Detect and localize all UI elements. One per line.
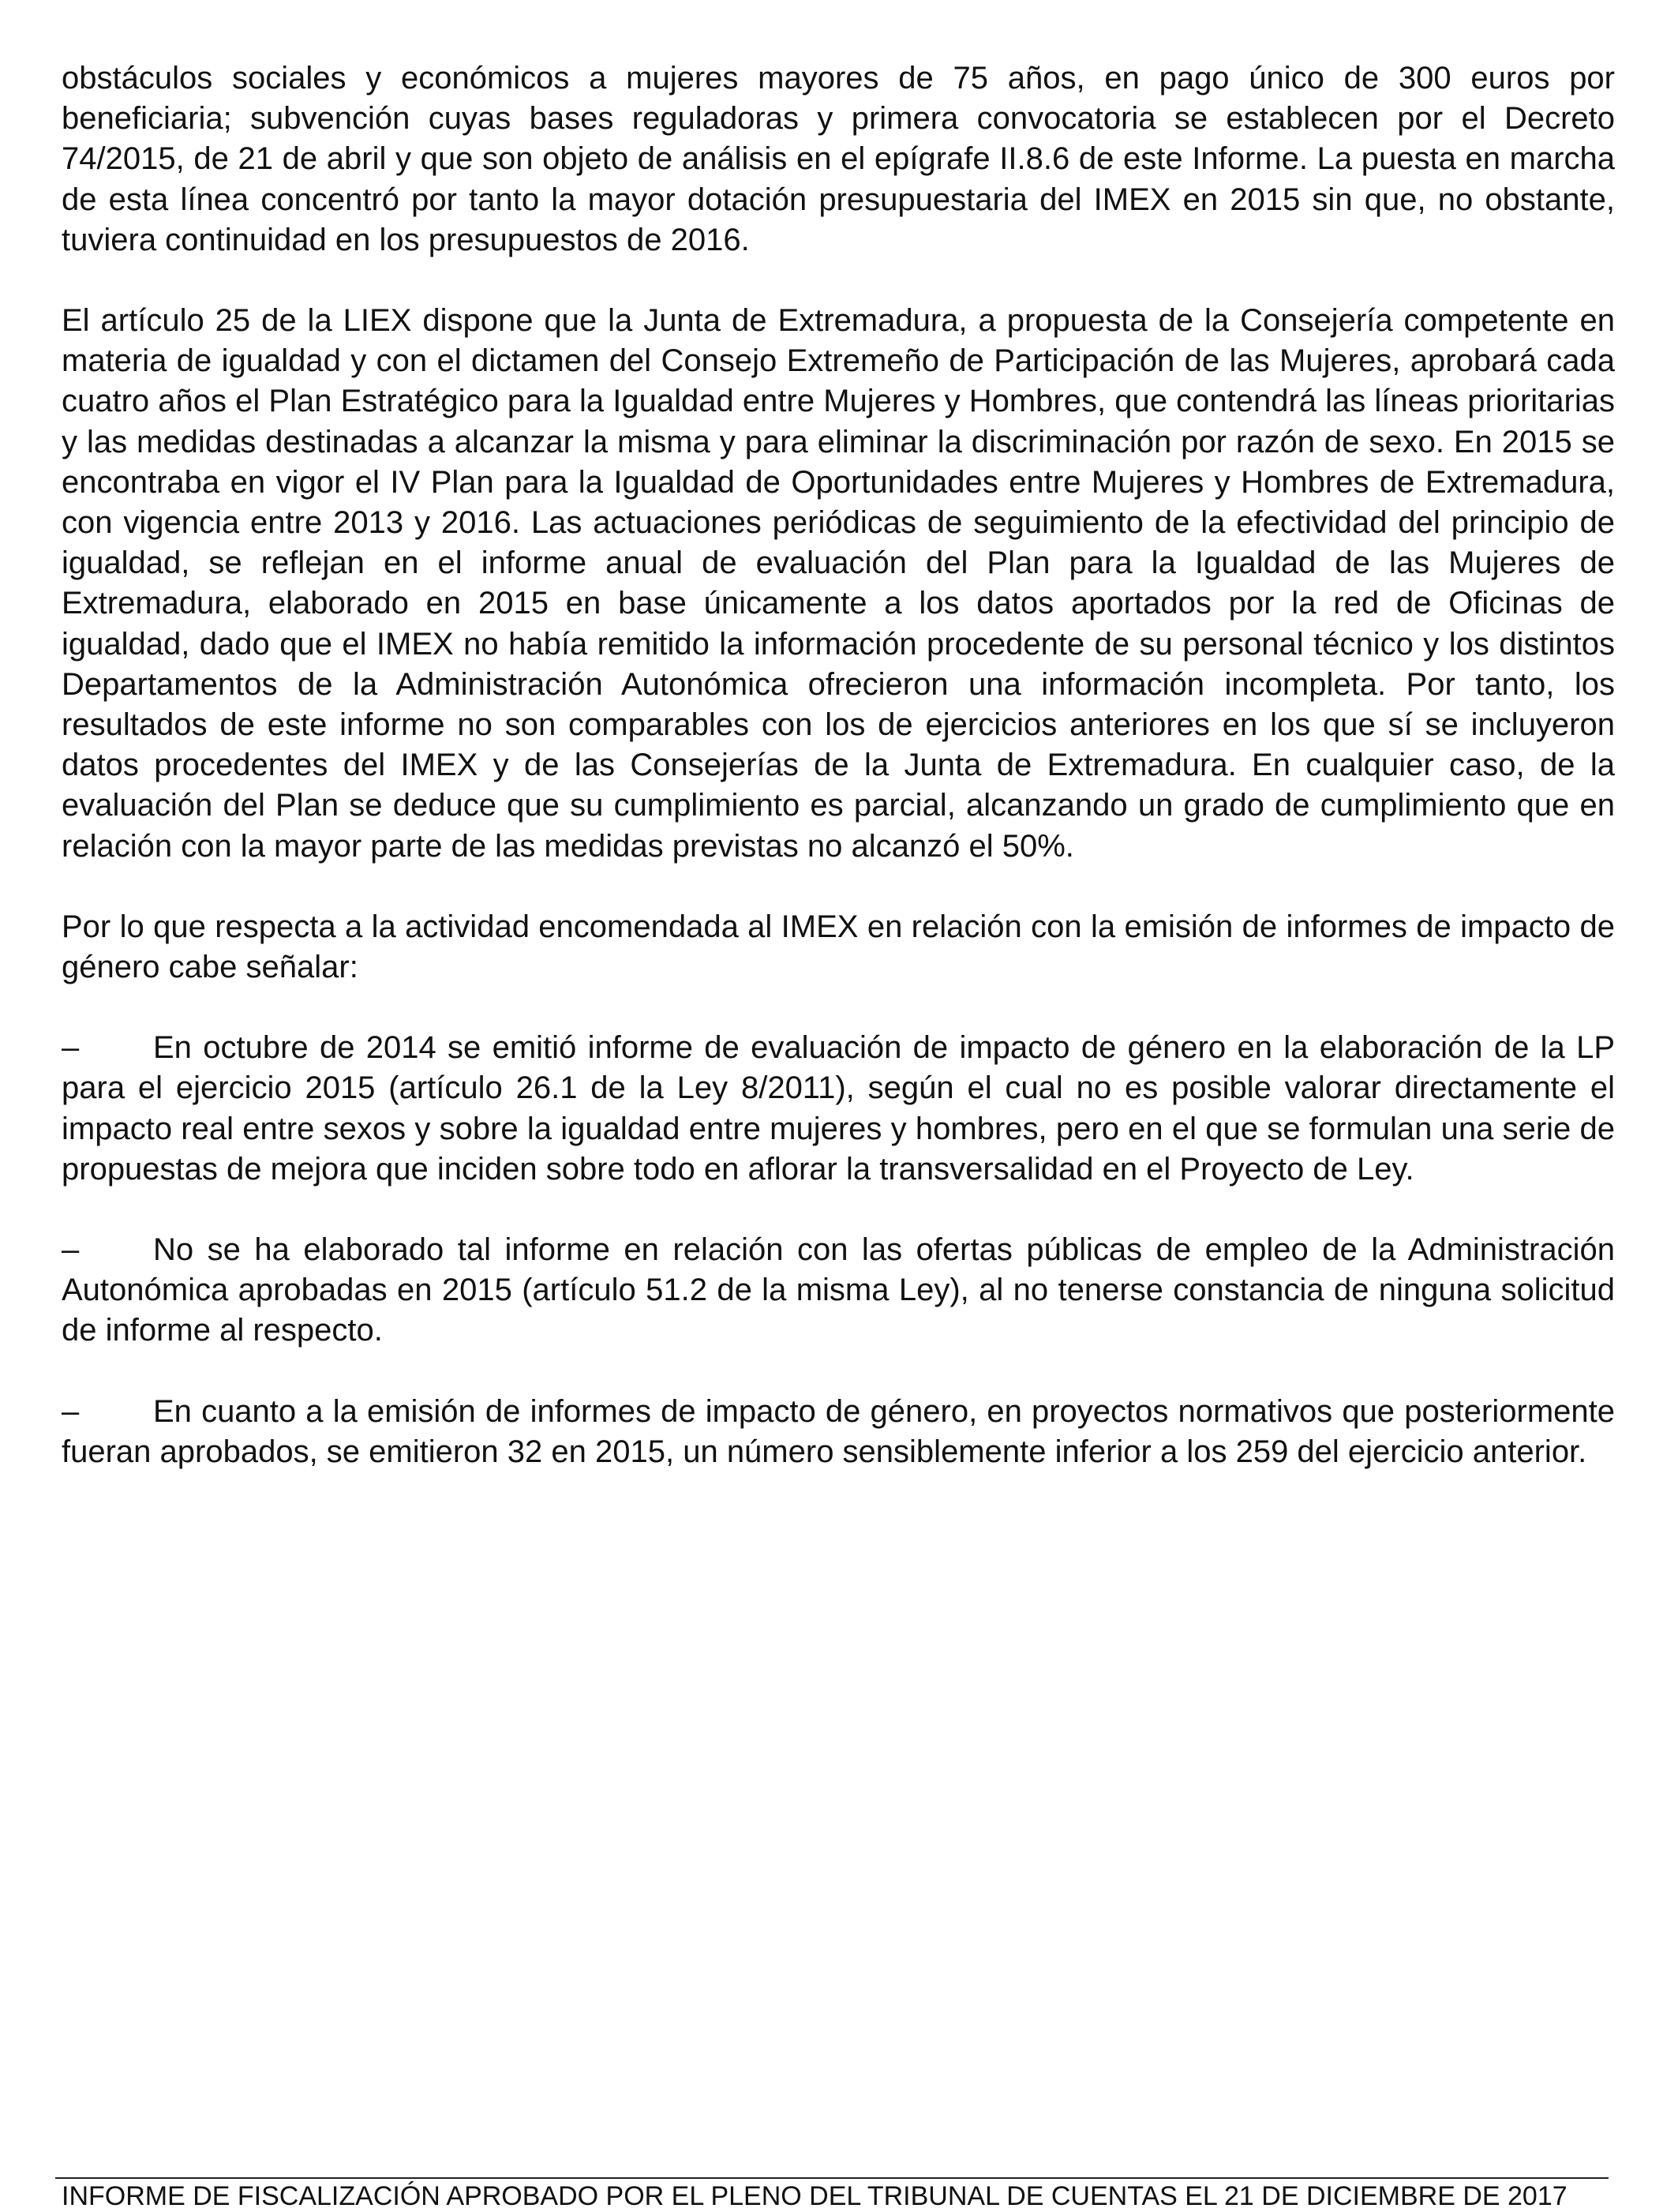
dash-marker: – xyxy=(62,1232,80,1268)
document-page xyxy=(62,58,1615,1513)
dash-marker: – xyxy=(62,1393,80,1429)
footer-divider xyxy=(55,2177,1609,2179)
footer-text: INFORME DE FISCALIZACIÓN APROBADO POR EL PLENO DEL TRIBUNAL DE CUENTAS EL 21 DE DICIEMBRE DE 2017 xyxy=(62,2181,1568,2211)
bullet-item-2 xyxy=(62,1230,1615,1352)
bullet-text: En cuanto a la emisión de informes de impacto de género, en proyectos normativos que posteriormente fueran aprobados, se emitieron 32 en 2015, un número sensiblemente inferior a los 259 del ejercicio anterior. xyxy=(62,1393,1615,1469)
bullet-text: En octubre de 2014 se emitió informe de evaluación de impacto de género en la elaboración de la LP para el ejercicio 2015 (artículo 26.1 de la Ley 8/2011), según el cual no es posible valorar directamente el impacto real entre sexos y sobre la igualdad entre mujeres y hombres, pero en el que se formulan una serie de propuestas de mejora que inciden sobre todo en aflorar la transversalidad en el Proyecto de Ley. xyxy=(62,1030,1615,1187)
paragraph-subvencion: obstáculos sociales y económicos a mujeres mayores de 75 años, en pago único de 300 euros por beneficiaria; subvención cuyas bases reguladoras y primera convocatoria se establecen por el Decreto 74/2015, de 21 de abril y que son objeto de análisis en el epígrafe II.8.6 de este Informe. La puesta en marcha de esta línea concentró por tanto la mayor dotación presupuestaria del IMEX en 2015 sin que, no obstante, tuviera continuidad en los presupuestos de 2016. xyxy=(62,61,1615,257)
bullet-item-1 xyxy=(62,1028,1615,1190)
paragraph-plan-estrategico: El artículo 25 de la LIEX dispone que la Junta de Extremadura, a propuesta de la Consejería competente en materia de igualdad y con el dictamen del Consejo Extremeño de Participación de las Mujeres, aprobará cada cuatro años el Plan Estratégico para la Igualdad entre Mujeres y Hombres, que contendrá las líneas prioritarias y las medidas destinadas a alcanzar la misma y para eliminar la discriminación por razón de sexo. En 2015 se encontraba en vigor el IV Plan para la Igualdad de Oportunidades entre Mujeres y Hombres de Extremadura, con vigencia entre 2013 y 2016. Las actuaciones periódicas de seguimiento de la efectividad del principio de igualdad, se reflejan en el informe anual de evaluación del Plan para la Igualdad de las Mujeres de Extremadura, elaborado en 2015 en base únicamente a los datos aportados por la red de Oficinas de igualdad, dado que el IMEX no había remitido la información procedente de su personal técnico y los distintos Departamentos de la Administración Autonómica ofrecieron una información incompleta. Por tanto, los resultados de este informe no son comparables con los de ejercicios anteriores en los que sí se incluyeron datos procedentes del IMEX y de las Consejerías de la Junta de Extremadura. En cualquier caso, de la evaluación del Plan se deduce que su cumplimiento es parcial, alcanzando un grado de cumplimiento que en relación con la mayor parte de las medidas previstas no alcanzó el 50%. xyxy=(62,303,1615,864)
bullet-text: No se ha elaborado tal informe en relación con las ofertas públicas de empleo de la Administración Autonómica aprobadas en 2015 (artículo 51.2 de la misma Ley), al no tenerse constancia de ninguna solicitud de informe al respecto. xyxy=(62,1232,1615,1348)
bullet-item-3 xyxy=(62,1392,1615,1472)
paragraph-informes-impacto-intro: Por lo que respecta a la actividad encomendada al IMEX en relación con la emisión de informes de impacto de género cabe señalar: xyxy=(62,909,1615,985)
dash-marker: – xyxy=(62,1030,80,1066)
